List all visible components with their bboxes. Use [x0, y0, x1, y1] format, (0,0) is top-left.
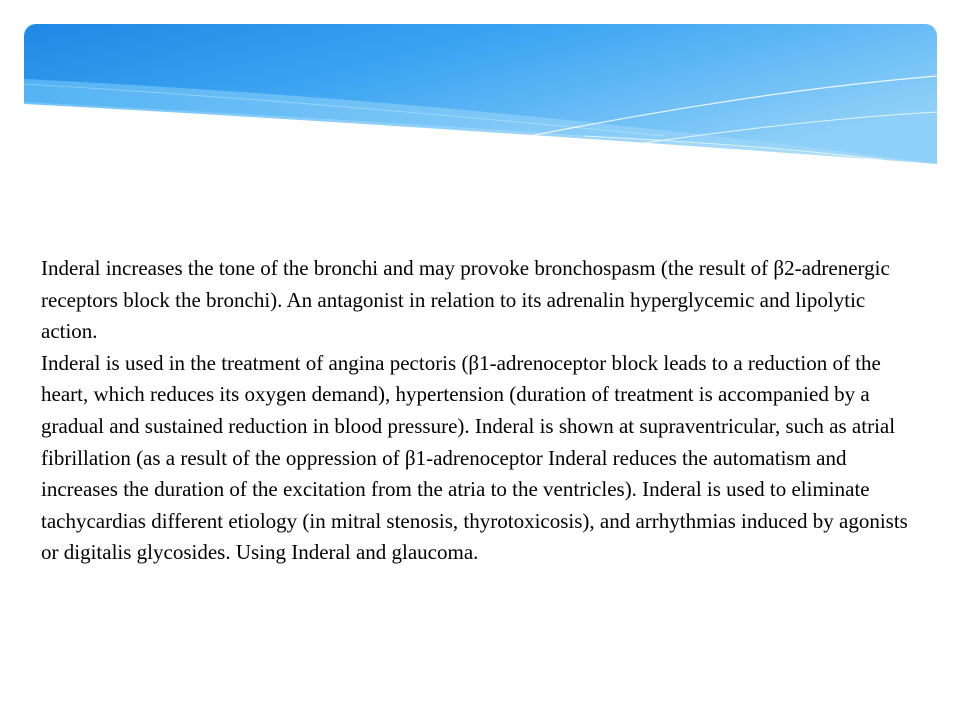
paragraph-bronchi: Inderal increases the tone of the bronchi and may provoke bronchospasm (the result of β2-adrenergic receptors block the bronchi). An antagonist in relation to its adrenalin hyperglycemic and lipolytic action.	[41, 256, 890, 344]
wave-decoration	[24, 24, 937, 164]
header-banner	[24, 24, 937, 164]
slide-body	[41, 253, 921, 569]
paragraph-indications: Inderal is used in the treatment of angina pectoris (β1-adrenoceptor block leads to a reduction of the heart, which reduces its oxygen demand), hypertension (duration of treatment is accompanied by a gradual and sustained reduction in blood pressure). Inderal is shown at supraventricular, such as atrial fibrillation (as a result of the oppression of β1-adrenoceptor Inderal reduces the automatism and increases the duration of the excitation from the atria to the ventricles). Inderal is used to eliminate tachycardias different etiology (in mitral stenosis, thyrotoxicosis), and arrhythmias induced by agonists or digitalis glycosides. Using Inderal and glaucoma.	[41, 350, 908, 565]
